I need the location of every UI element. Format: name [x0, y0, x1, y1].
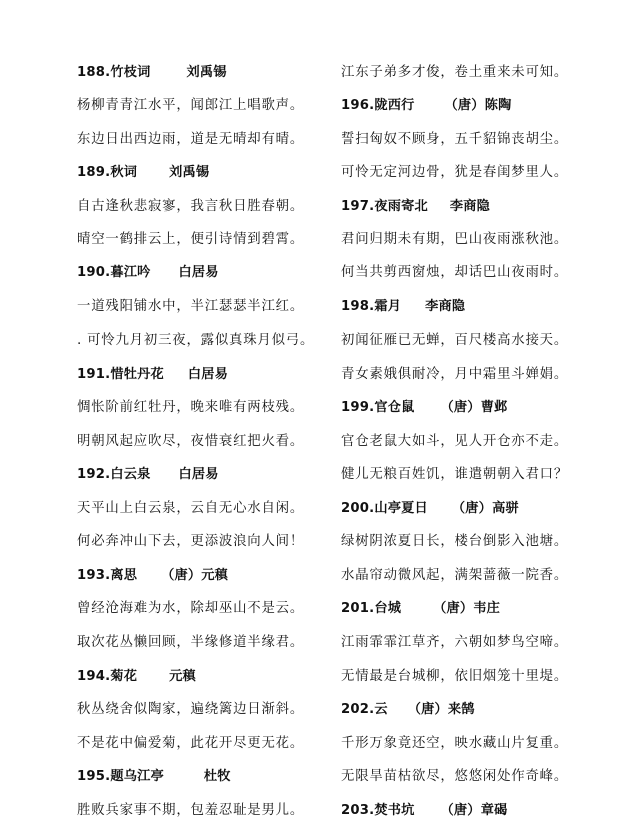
poem-verse-line: 东边日出西边雨，道是无晴却有晴。 — [77, 132, 305, 147]
poem-author: 白居易 — [187, 367, 229, 382]
poem-verse-line: 千形万象竟还空，映水藏山片复重。 — [341, 736, 569, 751]
poem-dynasty: （唐） — [451, 501, 493, 516]
poem-number: 191. — [77, 367, 111, 382]
poem-name: 云 — [374, 702, 388, 717]
poem-number: 190. — [77, 265, 111, 280]
poem-title-line — [77, 62, 227, 84]
poem-name: 题乌江亭 — [110, 769, 164, 784]
poem-verse-line: 健儿无粮百姓饥，谁遣朝朝入君口？ — [341, 467, 569, 482]
poem-author: 高骈 — [492, 501, 519, 516]
poem-verse-line: 无限旱苗枯欲尽，悠悠闲处作奇峰。 — [341, 769, 569, 784]
poem-title-line — [77, 262, 219, 284]
poem-verse-line: 明朝风起应吹尽，夜惜衰红把火看。 — [77, 434, 305, 449]
poem-dynasty: （唐） — [407, 702, 448, 717]
poem-verse-line: 青女素娥俱耐冷，月中霜里斗婵娟。 — [341, 367, 569, 382]
poem-author: 刘禹锡 — [169, 165, 210, 180]
poem-verse-line: 绿树阴浓夏日长，楼台倒影入池塘。 — [341, 534, 569, 549]
poem-verse-line: 秋丛绕舍似陶家，遍绕篱边日渐斜。 — [77, 702, 305, 717]
poem-number: 195. — [77, 769, 111, 784]
poem-verse-line: . 可怜九月初三夜，露似真珠月似弓。 — [77, 333, 315, 348]
poem-number: 200. — [341, 501, 375, 516]
poem-number: 197. — [341, 199, 375, 214]
poem-number: 198. — [341, 299, 375, 314]
poem-verse-line: 一道残阳铺水中，半江瑟瑟半江红。 — [77, 299, 305, 314]
poem-verse-line: 江东子弟多才俊，卷土重来未可知。 — [341, 65, 569, 80]
poem-author: 韦庄 — [473, 601, 501, 616]
poem-title-line — [341, 800, 507, 822]
poem-dynasty: （唐） — [444, 98, 485, 113]
poem-name: 焚书坑 — [374, 803, 415, 818]
poem-verse-line: 不是花中偏爱菊，此花开尽更无花。 — [77, 736, 305, 751]
poem-verse-line: 初闻征雁已无蝉，百尺楼高水接天。 — [341, 333, 569, 348]
poem-verse-line: 取次花丛懒回顾，半缘修道半缘君。 — [77, 635, 305, 650]
poem-title-line — [341, 296, 465, 318]
poem-title-line — [341, 196, 490, 218]
poem-author: 刘禹锡 — [186, 65, 227, 80]
poem-author: 来鹄 — [447, 702, 475, 717]
poem-number: 189. — [77, 165, 111, 180]
poem-verse-line: 胜败兵家事不期，包羞忍耻是男儿。 — [77, 803, 305, 818]
poem-verse-line: 杨柳青青江水平，闻郎江上唱歌声。 — [77, 98, 305, 113]
poem-verse-line: 何必奔冲山下去，更添波浪向人间！ — [77, 534, 305, 549]
poem-author: 杜牧 — [203, 769, 231, 784]
poem-title-line — [341, 498, 519, 520]
poem-number: 201. — [341, 601, 375, 616]
poem-number: 199. — [341, 400, 375, 415]
poem-verse-line: 曾经沧海难为水，除却巫山不是云。 — [77, 601, 305, 616]
poem-author: 元稹 — [201, 568, 229, 583]
poem-title-line — [77, 364, 228, 386]
poem-name: 暮江吟 — [110, 265, 151, 280]
poem-name: 惜牡丹花 — [110, 367, 164, 382]
poem-name: 菊花 — [110, 669, 138, 684]
poem-dynasty: （唐） — [440, 400, 481, 415]
poem-name: 秋词 — [110, 165, 138, 180]
poem-number: 202. — [341, 702, 375, 717]
poem-verse-line: 无情最是台城柳，依旧烟笼十里堤。 — [341, 669, 569, 684]
poem-name: 夜雨寄北 — [374, 199, 428, 214]
poem-name: 官仓鼠 — [374, 400, 415, 415]
poem-name: 白云泉 — [110, 467, 151, 482]
poem-title-line — [341, 95, 511, 117]
poem-number: 196. — [341, 98, 375, 113]
poem-dynasty: （唐） — [433, 601, 474, 616]
poem-title-line — [77, 464, 219, 486]
poem-title-line — [341, 598, 500, 620]
poem-number: 194. — [77, 669, 111, 684]
poem-author: 李商隐 — [449, 199, 491, 214]
poem-author: 白居易 — [178, 467, 219, 482]
poem-verse-line: 誓扫匈奴不顾身，五千貂锦丧胡尘。 — [341, 132, 569, 147]
poem-number: 203. — [341, 803, 375, 818]
poem-verse-line: 可怜无定河边骨，犹是春闺梦里人。 — [341, 165, 569, 180]
poem-title-line — [77, 162, 209, 184]
poem-author: 曹邺 — [480, 400, 508, 415]
poem-verse-line: 自古逢秋悲寂寥，我言秋日胜春朝。 — [77, 199, 305, 214]
poem-verse-line: 惆怅阶前红牡丹，晚来唯有两枝残。 — [77, 400, 305, 415]
poem-name: 台城 — [374, 601, 402, 616]
poem-author: 白居易 — [178, 265, 219, 280]
poem-title-line — [341, 397, 507, 419]
poem-dynasty: （唐） — [440, 803, 481, 818]
poem-author: 章碣 — [480, 803, 508, 818]
poem-title-line — [341, 699, 475, 721]
poem-name: 离思 — [110, 568, 138, 583]
poem-title-line — [77, 766, 231, 788]
poem-author: 陈陶 — [484, 98, 512, 113]
poem-title-line — [77, 666, 196, 688]
poem-verse-line: 君问归期未有期，巴山夜雨涨秋池。 — [341, 232, 569, 247]
poem-verse-line: 官仓老鼠大如斗，见人开仓亦不走。 — [341, 434, 569, 449]
poem-number: 188. — [77, 65, 111, 80]
poem-number: 192. — [77, 467, 111, 482]
poem-verse-line: 江雨霏霏江草齐，六朝如梦鸟空啼。 — [341, 635, 569, 650]
poem-author: 李商隐 — [425, 299, 466, 314]
poem-author: 元稹 — [169, 669, 196, 684]
poem-number: 193. — [77, 568, 111, 583]
poem-verse-line: 水晶帘动微风起，满架蔷薇一院香。 — [341, 568, 569, 583]
poem-title-line — [77, 565, 228, 587]
poem-verse-line: 何当共剪西窗烛，却话巴山夜雨时。 — [341, 265, 569, 280]
poem-name: 陇西行 — [374, 98, 415, 113]
poem-verse-line: 晴空一鹤排云上，便引诗情到碧霄。 — [77, 232, 305, 247]
poem-name: 竹枝词 — [110, 65, 151, 80]
poem-dynasty: （唐） — [161, 568, 202, 583]
poem-name: 霜月 — [374, 299, 402, 314]
poem-verse-line: 天平山上白云泉，云自无心水自闲。 — [77, 501, 305, 516]
poem-name: 山亭夏日 — [374, 501, 428, 516]
